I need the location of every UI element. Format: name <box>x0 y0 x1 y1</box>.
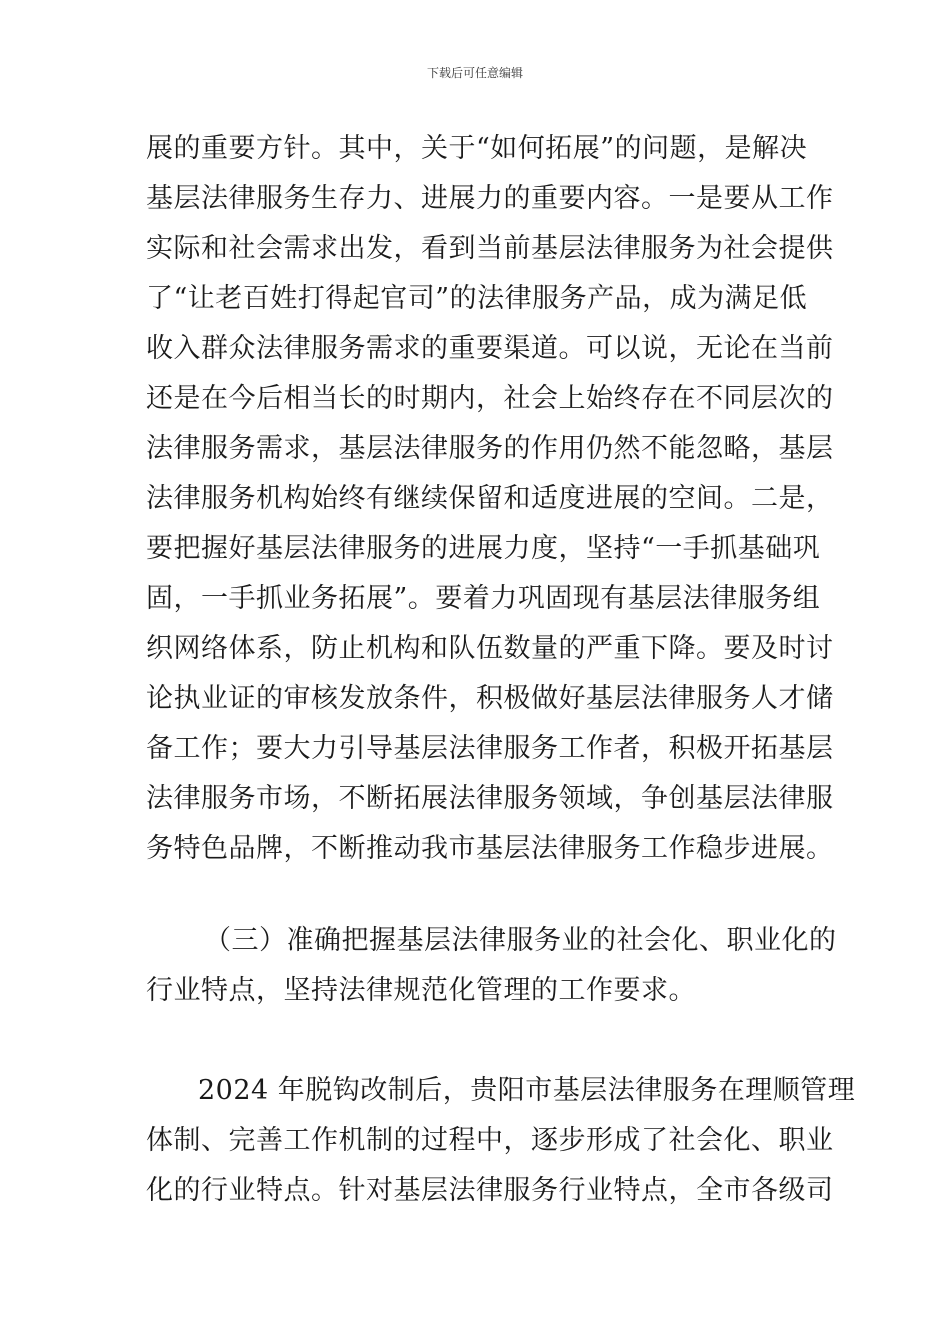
heading-line: 行业特点，坚持法律规范化管理的工作要求。 <box>146 975 696 1006</box>
text-line: 法律服务需求，基层法律服务的作用仍然不能忽略，基层 <box>146 433 834 464</box>
text-line: 展的重要方针。其中，关于“如何拓展”的问题，是解决 <box>146 133 808 164</box>
text-line: 收入群众法律服务需求的重要渠道。可以说，无论在当前 <box>146 333 834 364</box>
text-line: 2024 年脱钩改制后，贵阳市基层法律服务在理顺管理 <box>198 1075 856 1106</box>
text-line: 还是在今后相当长的时期内，社会上始终存在不同层次的 <box>146 383 834 414</box>
text-line: 备工作；要大力引导基层法律服务工作者，积极开拓基层 <box>146 733 834 764</box>
text-line: 织网络体系，防止机构和队伍数量的严重下降。要及时讨 <box>146 633 834 664</box>
text-line: 化的行业特点。针对基层法律服务行业特点，全市各级司 <box>146 1175 834 1206</box>
text-line: 体制、完善工作机制的过程中，逐步形成了社会化、职业 <box>146 1125 834 1156</box>
text-line: 务特色品牌，不断推动我市基层法律服务工作稳步进展。 <box>146 833 834 864</box>
paragraph-1 <box>146 124 834 874</box>
document-body <box>146 124 856 1216</box>
text-line: 法律服务市场，不断拓展法律服务领域，争创基层法律服 <box>146 783 834 814</box>
paragraph-spacer <box>146 874 814 916</box>
text-line: 实际和社会需求出发，看到当前基层法律服务为社会提供 <box>146 233 834 264</box>
text-line: 基层法律服务生存力、进展力的重要内容。一是要从工作 <box>146 183 834 214</box>
section-heading-3 <box>146 916 837 1016</box>
paragraph-spacer <box>146 1016 814 1066</box>
text-line: 论执业证的审核发放条件，积极做好基层法律服务人才储 <box>146 683 834 714</box>
paragraph-2 <box>146 1066 856 1216</box>
page-header: 下载后可任意编辑 <box>426 66 523 80</box>
text-line: 法律服务机构始终有继续保留和适度进展的空间。二是， <box>146 483 834 514</box>
text-line: 要把握好基层法律服务的进展力度，坚持“一手抓基础巩 <box>146 533 821 564</box>
text-line: 固，一手抓业务拓展”。要着力巩固现有基层法律服务组 <box>146 583 821 614</box>
text-line: 了“让老百姓打得起官司”的法律服务产品，成为满足低 <box>146 283 808 314</box>
heading-line: （三）准确把握基层法律服务业的社会化、职业化的 <box>204 925 837 956</box>
